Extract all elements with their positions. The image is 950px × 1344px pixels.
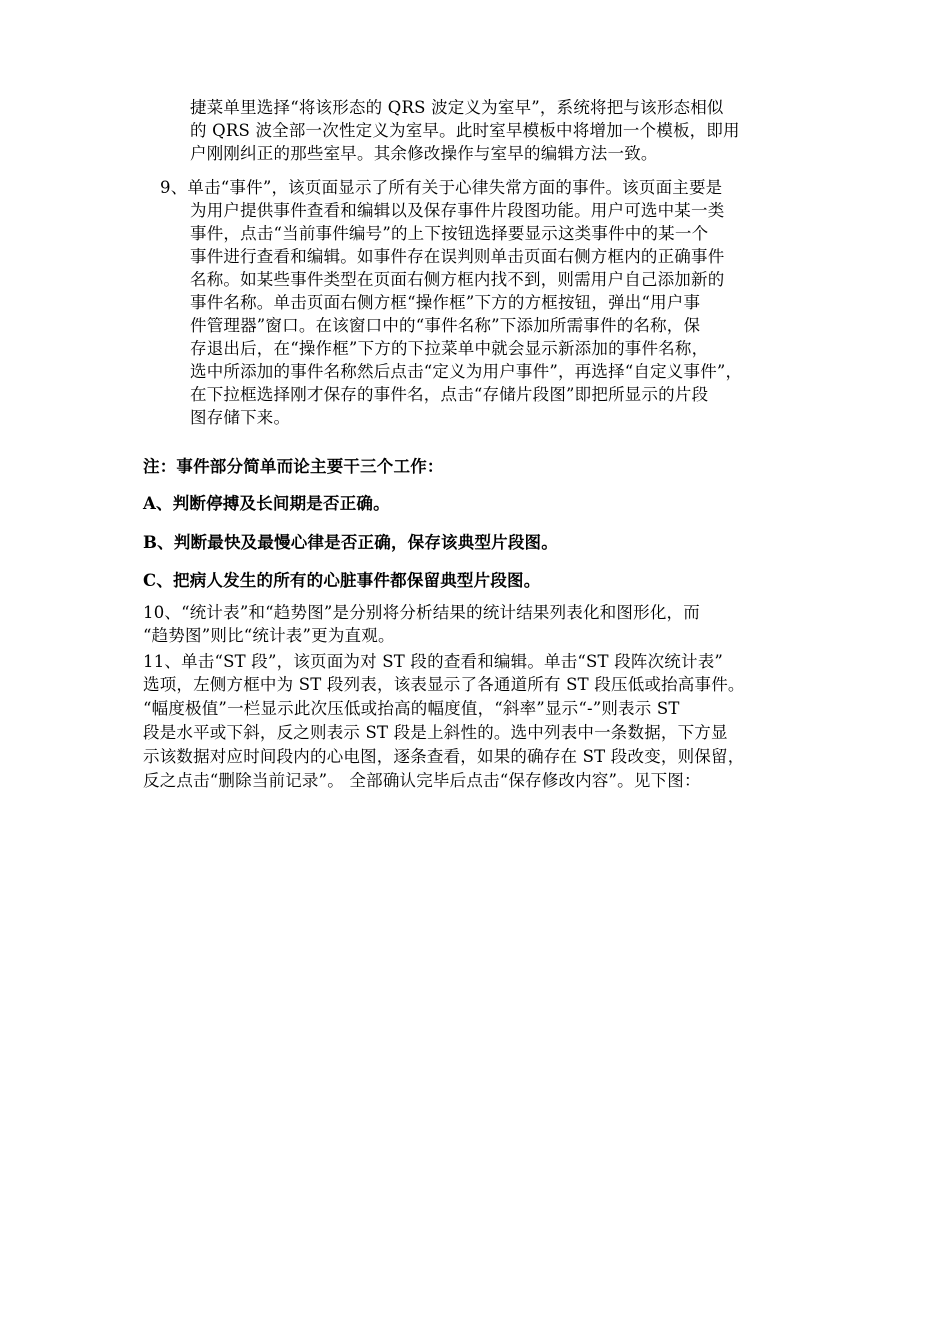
paragraph-line: 选项，左侧方框中为 ST 段列表，该表显示了各通道所有 ST 段压低或抬高事件。	[143, 675, 745, 694]
paragraph-line: “趋势图”则比“统计表”更为直观。	[143, 626, 395, 645]
note-item-a: A、判断停搏及长间期是否正确。	[143, 494, 390, 513]
paragraph-line: 反之点击“删除当前记录”。 全部确认完毕后点击“保存修改内容”。见下图：	[143, 771, 701, 790]
paragraph-line: 户刚刚纠正的那些室早。其余修改操作与室早的编辑方法一致。	[190, 144, 658, 163]
paragraph-line: 在下拉框选择刚才保存的事件名，点击“存储片段图”即把所显示的片段	[190, 385, 709, 404]
paragraph-line: 示该数据对应时间段内的心电图，逐条查看，如果的确存在 ST 段改变，则保留，	[143, 747, 745, 766]
paragraph-line: 件管理器”窗口。在该窗口中的“事件名称”下添加所需事件的名称，保	[190, 316, 701, 335]
paragraph-line: 捷菜单里选择“将该形态的 QRS 波定义为室早”，系统将把与该形态相似	[190, 98, 724, 117]
note-heading: 注：事件部分简单而论主要干三个工作：	[143, 457, 444, 476]
list-item-11: 11、单击“ST 段”，该页面为对 ST 段的查看和编辑。单击“ST 段阵次统计表”	[143, 652, 724, 671]
paragraph-line: 存退出后，在“操作框”下方的下拉菜单中就会显示新添加的事件名称，	[190, 339, 709, 358]
note-item-c: C、把病人发生的所有的心脏事件都保留典型片段图。	[143, 571, 541, 590]
list-item-9: 9、单击“事件”，该页面显示了所有关于心律失常方面的事件。该页面主要是	[160, 178, 723, 197]
paragraph-line: 段是水平或下斜，反之则表示 ST 段是上斜性的。选中列表中一条数据，下方显	[143, 723, 728, 742]
paragraph-line: 图存储下来。	[190, 408, 291, 427]
paragraph-line: 事件名称。单击页面右侧方框“操作框”下方的方框按钮，弹出“用户事	[190, 293, 701, 312]
paragraph-line: 事件，点击“当前事件编号”的上下按钮选择要显示这类事件中的某一个	[190, 224, 709, 243]
paragraph-line: 为用户提供事件查看和编辑以及保存事件片段图功能。用户可选中某一类	[190, 201, 725, 220]
paragraph-line: 名称。如某些事件类型在页面右侧方框内找不到，则需用户自己添加新的	[190, 270, 725, 289]
note-item-b: B、判断最快及最慢心律是否正确，保存该典型片段图。	[143, 533, 558, 552]
paragraph-line: “幅度极值”一栏显示此次压低或抬高的幅度值，“斜率”显示“-”则表示 ST	[143, 699, 680, 718]
paragraph-line: 事件进行查看和编辑。如事件存在误判则单击页面右侧方框内的正确事件	[190, 247, 725, 266]
list-item-10: 10、“统计表”和“趋势图”是分别将分析结果的统计结果列表化和图形化，而	[143, 603, 700, 622]
paragraph-line: 的 QRS 波全部一次性定义为室早。此时室早模板中将增加一个模板，即用	[190, 121, 740, 140]
paragraph-line: 选中所添加的事件名称然后点击“定义为用户事件”，再选择“自定义事件”，	[190, 362, 743, 381]
